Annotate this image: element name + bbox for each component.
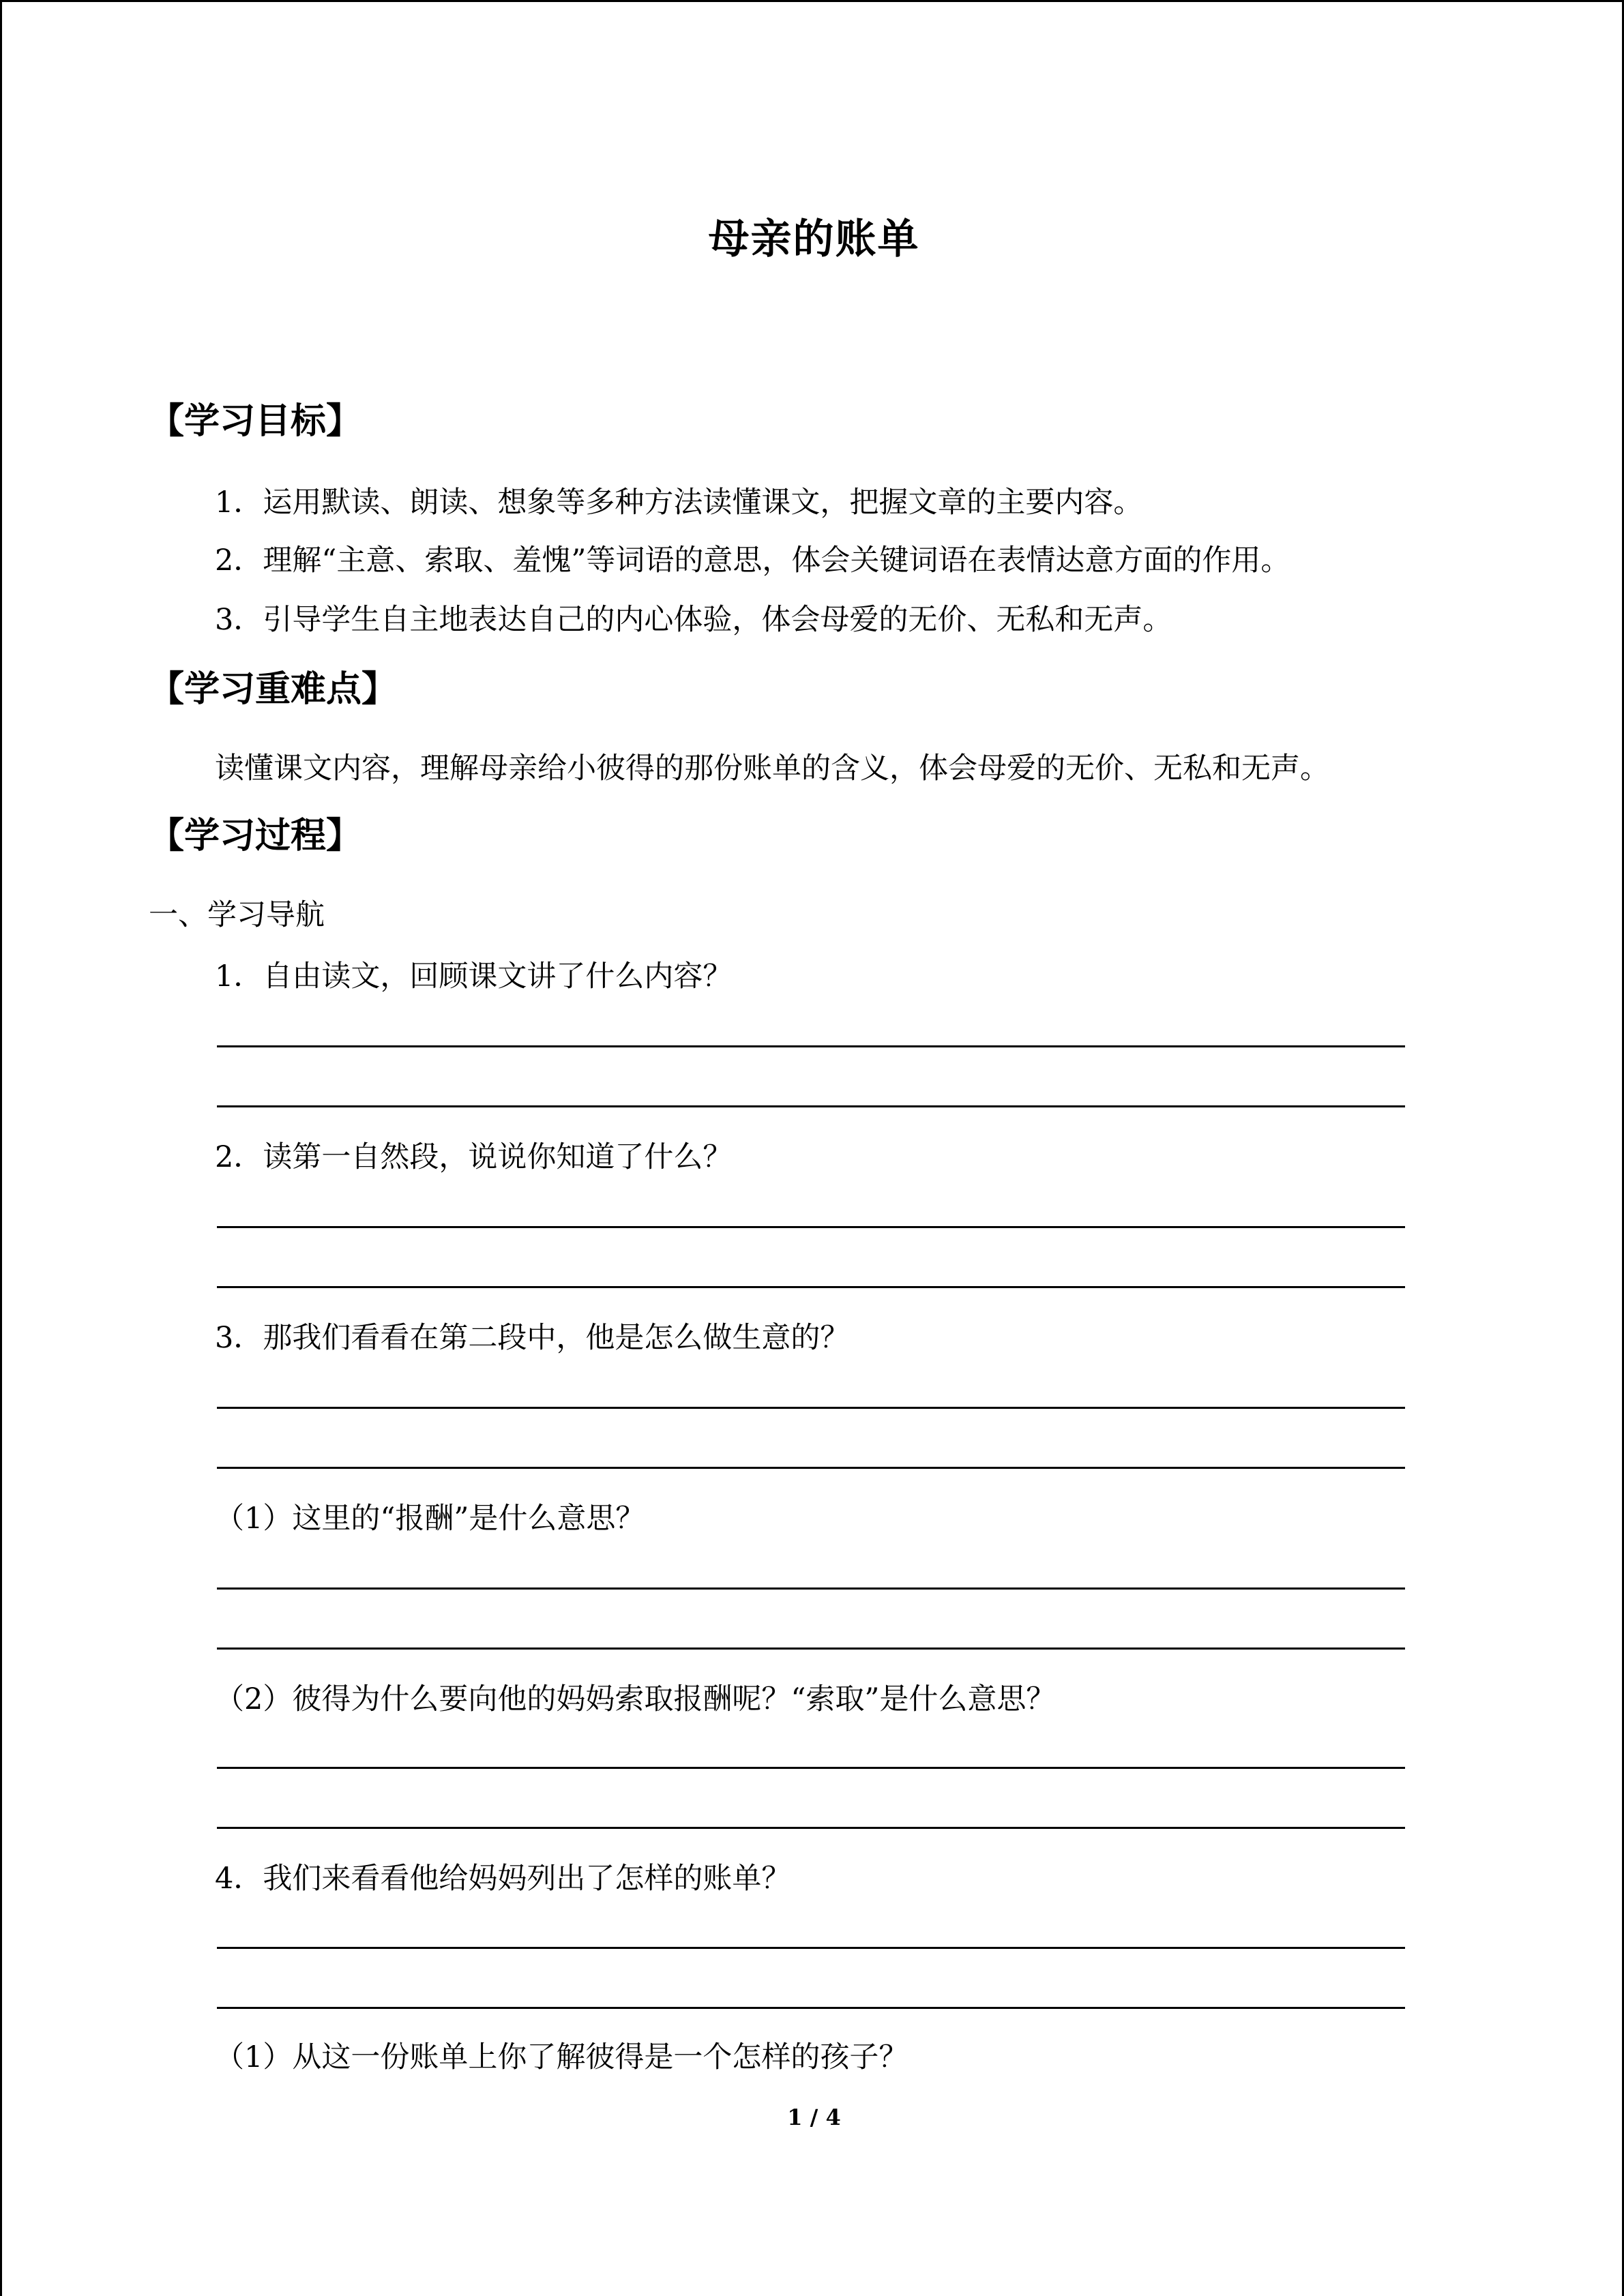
question-3: 3．那我们看看在第二段中，他是怎么做生意的？ <box>215 1321 850 1355</box>
key-points-text: 读懂课文内容，理解母亲给小彼得的那份账单的含义，体会母爱的无价、无私和无声。 <box>215 751 1329 786</box>
process-heading: 【学习过程】 <box>149 815 362 856</box>
answer-line[interactable] <box>217 1045 1405 1047</box>
answer-line[interactable] <box>217 1286 1405 1288</box>
question-1: 1．自由读文，回顾课文讲了什么内容？ <box>215 959 733 994</box>
section-heading-navigation: 一、学习导航 <box>149 898 325 932</box>
question-2: 2．读第一自然段，说说你知道了什么？ <box>215 1140 733 1174</box>
answer-line[interactable] <box>217 1827 1405 1829</box>
document-title: 母亲的账单 <box>708 215 920 263</box>
answer-line[interactable] <box>217 1407 1405 1409</box>
question-3-2: （2）彼得为什么要向他的妈妈索取报酬呢？“索取”是什么意思？ <box>215 1682 1056 1716</box>
objectives-heading: 【学习目标】 <box>149 400 362 442</box>
answer-line[interactable] <box>217 1648 1405 1650</box>
key-points-heading: 【学习重难点】 <box>149 668 398 710</box>
question-4: 4．我们来看看他给妈妈列出了怎样的账单？ <box>215 1862 791 1896</box>
objective-item-2: 2．理解“主意、索取、羞愧”等词语的意思，体会关键词语在表情达意方面的作用。 <box>215 543 1290 578</box>
answer-line[interactable] <box>217 1767 1405 1769</box>
answer-line[interactable] <box>217 1587 1405 1590</box>
answer-line[interactable] <box>217 1947 1405 1949</box>
page-number: 1 / 4 <box>787 2104 841 2130</box>
answer-line[interactable] <box>217 2007 1405 2009</box>
question-4-1: （1）从这一份账单上你了解彼得是一个怎样的孩子？ <box>215 2040 909 2074</box>
objective-item-1: 1．运用默读、朗读、想象等多种方法读懂课文，把握文章的主要内容。 <box>215 486 1143 520</box>
answer-line[interactable] <box>217 1226 1405 1228</box>
answer-line[interactable] <box>217 1105 1405 1107</box>
answer-line[interactable] <box>217 1467 1405 1469</box>
objective-item-3: 3．引导学生自主地表达自己的内心体验，体会母爱的无价、无私和无声。 <box>215 603 1172 637</box>
question-3-1: （1）这里的“报酬”是什么意思？ <box>215 1502 645 1536</box>
